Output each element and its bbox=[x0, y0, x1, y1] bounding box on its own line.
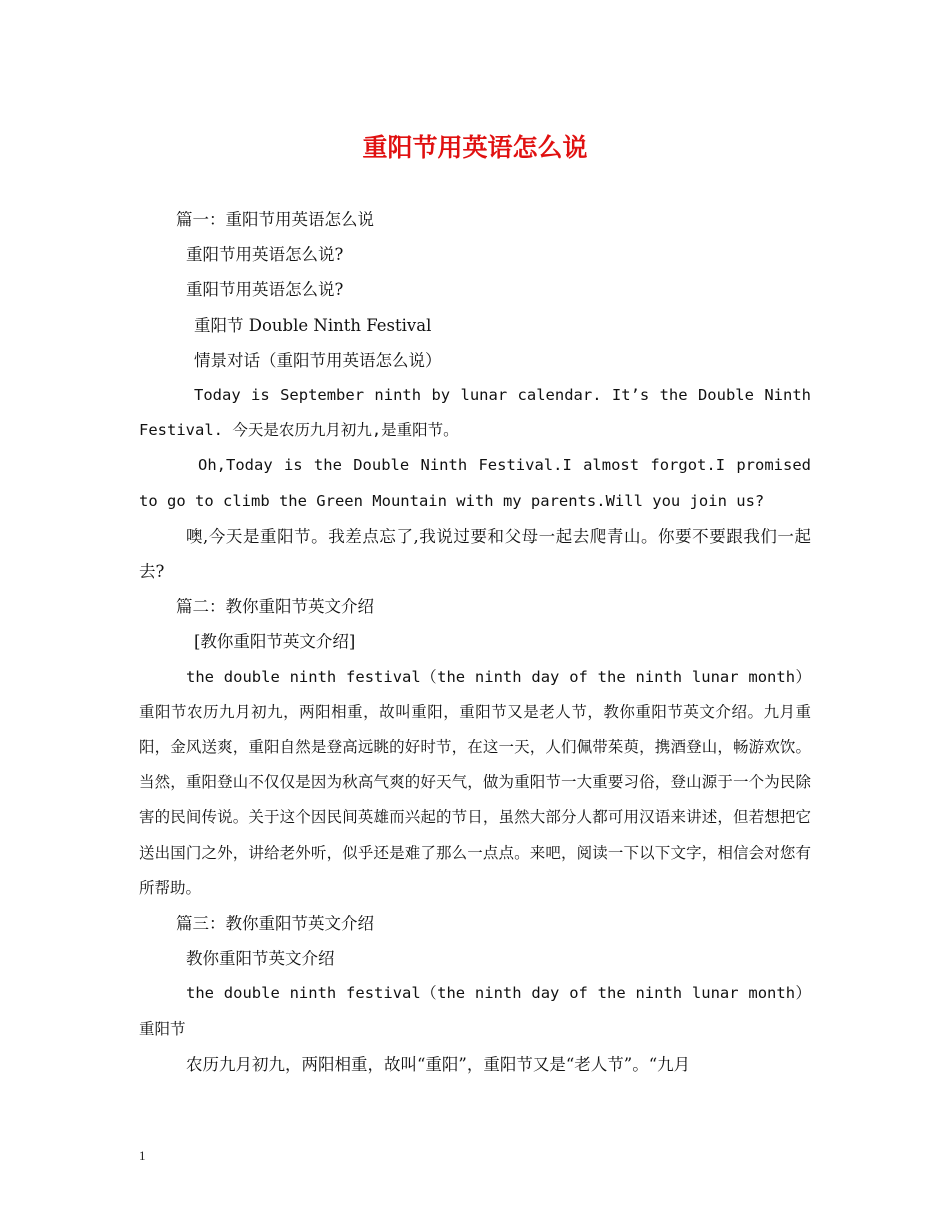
paragraph: the double ninth festival（the ninth day of the ninth lunar month）重阳节 bbox=[139, 984, 811, 1038]
paragraph: the double ninth festival（the ninth day of the ninth lunar month）重阳节农历九月初九，两阳相重，故叫重阳，重阳节又是老人节，教你重阳节英文介绍。九月重阳，金风送爽，重阳自然是登高远眺的好时节，在这一天，人们佩带茱萸，携酒登山，畅游欢饮。当然，重阳登山不仅仅是因为秋高气爽的好天气，做为重阳节一大重要习俗，登山源于一个为民除害的民间传说。关于这个因民间英雄而兴起的节日，虽然大部分人都可用汉语来讲述，但若想把它送出国门之外，讲给老外听，似乎还是难了那么一点点。来吧，阅读一下以下文字，相信会对您有所帮助。 bbox=[139, 667, 811, 897]
paragraph: Oh,Today is the Double Ninth Festival.I almost forgot.I promised to go to climb the Green Mountain with my parents.Will you join us? bbox=[139, 456, 811, 510]
paragraph: 重阳节用英语怎么说? bbox=[186, 280, 344, 300]
document-title: 重阳节用英语怎么说 bbox=[362, 133, 588, 162]
document-body bbox=[139, 202, 811, 1082]
paragraph: 农历九月初九，两阳相重，故叫“重阳”，重阳节又是“老人节”。“九月 bbox=[186, 1054, 691, 1074]
paragraph: [教你重阳节英文介绍] bbox=[194, 632, 356, 652]
paragraph: 教你重阳节英文介绍 bbox=[186, 949, 335, 969]
paragraph: 情景对话（重阳节用英语怎么说） bbox=[194, 350, 442, 370]
section-heading-2: 篇二：教你重阳节英文介绍 bbox=[176, 597, 374, 617]
paragraph: 重阳节 Double Ninth Festival bbox=[194, 315, 432, 335]
paragraph: 噢,今天是重阳节。我差点忘了,我说过要和父母一起去爬青山。你要不要跟我们一起去? bbox=[139, 526, 811, 582]
section-heading-1: 篇一：重阳节用英语怎么说 bbox=[176, 210, 374, 229]
paragraph: Today is September ninth by lunar calendar. It’s the Double Ninth Festival. 今天是农历九月初九,是重阳节。 bbox=[139, 386, 811, 440]
paragraph: 重阳节用英语怎么说? bbox=[186, 245, 344, 265]
section-heading-3: 篇三：教你重阳节英文介绍 bbox=[176, 914, 374, 934]
page-number: 1 bbox=[139, 1148, 146, 1163]
